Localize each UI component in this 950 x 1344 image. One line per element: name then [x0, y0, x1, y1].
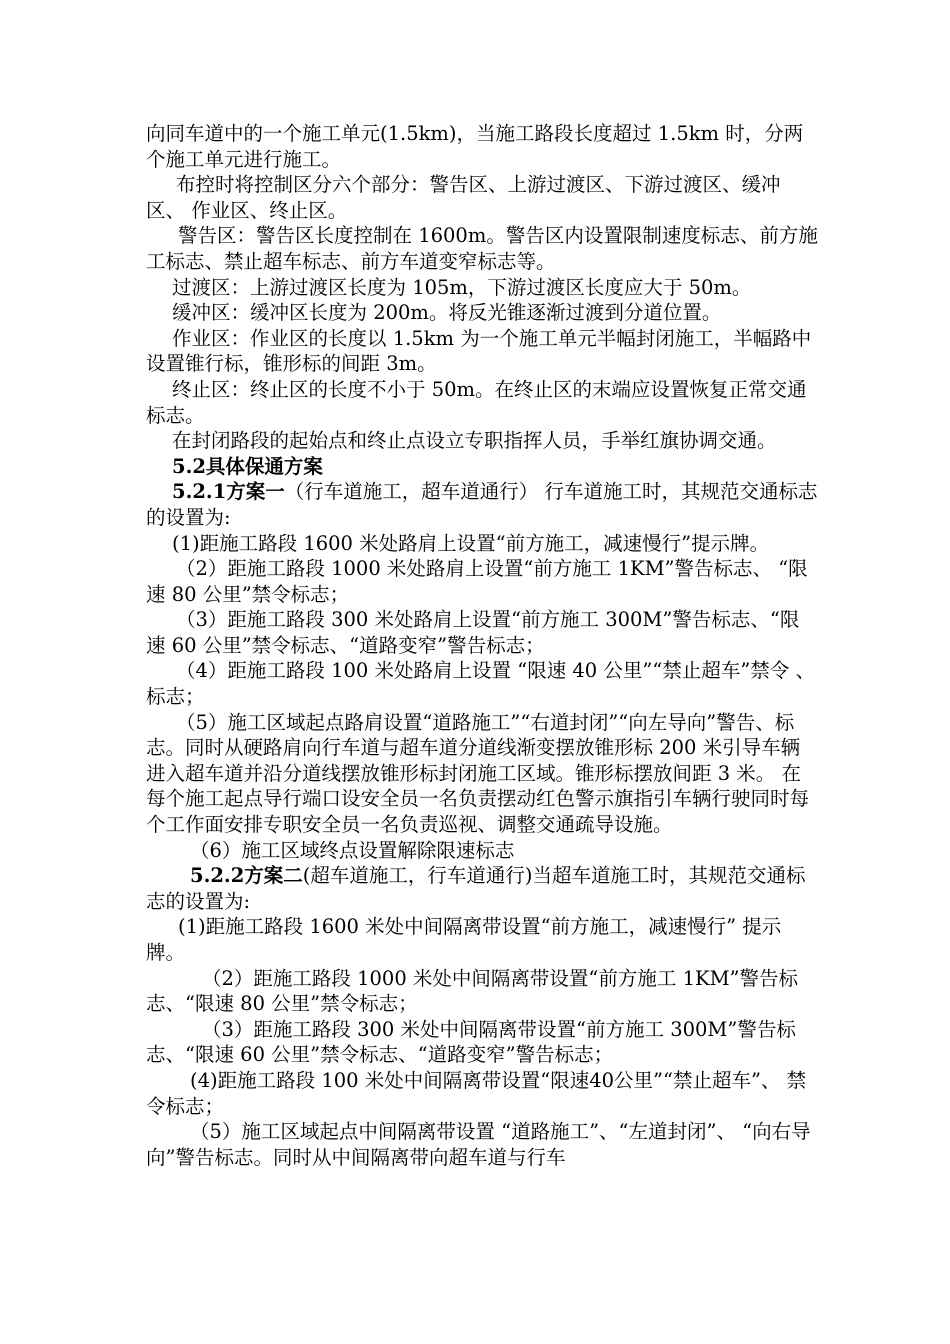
document-page	[146, 121, 818, 1170]
plan1-item: （5）施工区域起点路肩设置“道路施工”“右道封闭”“向左导向”警告、标志。同时从硬路肩向行车道与超车道分道线渐变摆放锥形标 200 米引导车辆进入超车道并沿分道线摆放锥形标封闭施工区域。锥形标摆放间距 3 米。 在每个施工起点导行端口设安全员一名负责摆动红色警示旗指引车辆行驶同时每个工作面安排专职安全员一名负责巡视、调整交通疏导设施。	[146, 710, 810, 837]
plan2-item: （2）距施工路段 1000 米处中间隔离带设置“前方施工 1KM”警告标志、“限速 80 公里”禁令标志；	[146, 966, 799, 1016]
plan2-intro: (超车道施工，行车道通行)当超车道施工时，其规范交通标志的设置为:	[146, 864, 806, 913]
paragraph: 过渡区：上游过渡区长度为 105m，下游过渡区长度应大于 50m。	[172, 275, 752, 299]
paragraph: 在封闭路段的起始点和终止点设立专职指挥人员，手举红旗协调交通。	[172, 429, 777, 453]
plan2-item: (1)距施工路段 1600 米处中间隔离带设置“前方施工，减速慢行” 提示牌。	[146, 915, 782, 964]
paragraph: 作业区：作业区的长度以 1.5km 为一个施工单元半幅封闭施工，半幅路中设置锥行标，锥形标的间距 3m。	[146, 326, 812, 376]
plan2-item: （3）距施工路段 300 米处中间隔离带设置“前方施工 300M”警告标志、“限速 60 公里”禁令标志、“道路变窄”警告标志；	[146, 1017, 796, 1067]
plan1-item: (1)距施工路段 1600 米处路肩上设置“前方施工，减速慢行”提示牌。	[172, 531, 770, 555]
paragraph: 警告区：警告区长度控制在 1600m。警告区内设置限制速度标志、前方施工标志、禁止超车标志、前方车道变窄标志等。	[146, 224, 818, 273]
section-heading: 5.2具体保通方案	[172, 454, 323, 478]
plan1-paragraph	[146, 479, 818, 530]
plan2-heading: 5.2.2方案二	[190, 864, 303, 888]
paragraph: 缓冲区：缓冲区长度为 200m。将反光锥逐渐过渡到分道位置。	[172, 301, 722, 325]
plan1-heading: 5.2.1方案一	[172, 480, 285, 504]
plan2-paragraph	[146, 863, 818, 914]
plan1-item: （2）距施工路段 1000 米处路肩上设置“前方施工 1KM”警告标志、 “限速 80 公里”禁令标志；	[146, 557, 808, 606]
plan1-intro: （行车道施工，超车道通行） 行车道施工时，其规范交通标志的设置为:	[146, 480, 818, 529]
paragraph: 向同车道中的一个施工单元(1.5km)，当施工路段长度超过 1.5km 时，分两个施工单元进行施工。	[146, 122, 804, 171]
plan1-item: （4）距施工路段 100 米处路肩上设置 “限速 40 公里”“禁止超车”禁令 、标志；	[146, 659, 816, 709]
plan2-item: （5）施工区域起点中间隔离带设置 “道路施工”、“左道封闭”、 “向右导向”警告标志。同时从中间隔离带向超车道与行车	[146, 1120, 811, 1169]
plan1-item: （3）距施工路段 300 米处路肩上设置“前方施工 300M”警告标志、“限速 60 公里”禁令标志、“道路变窄”警告标志；	[146, 608, 800, 657]
plan2-item: (4)距施工路段 100 米处中间隔离带设置“限速40公里”“禁止超车”、 禁令标志；	[146, 1068, 807, 1118]
plan1-item: （6）施工区域终点设置解除限速标志	[190, 838, 515, 862]
paragraph: 终止区：终止区的长度不小于 50m。在终止区的末端应设置恢复正常交通标志。	[146, 377, 807, 427]
paragraph: 布控时将控制区分六个部分：警告区、上游过渡区、下游过渡区、缓冲区、 作业区、终止区。	[146, 173, 781, 222]
